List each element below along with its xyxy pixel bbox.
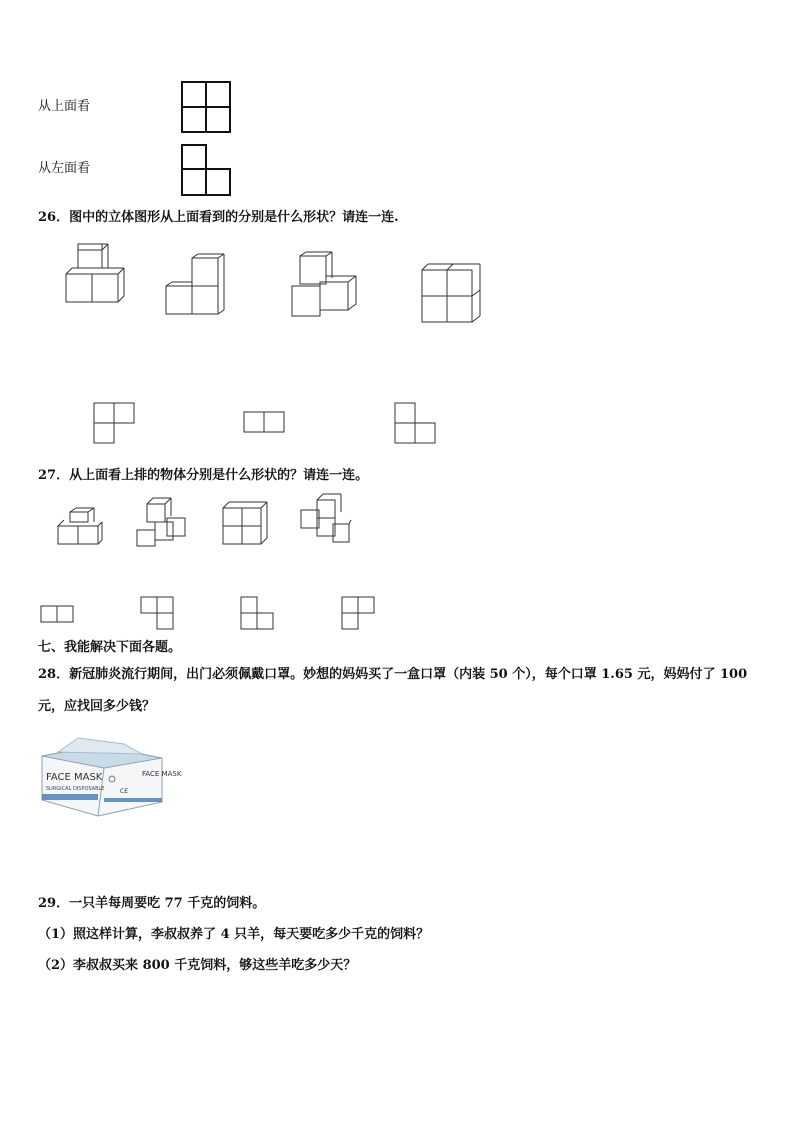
mask-box-ce: CE <box>120 788 128 795</box>
mask-box-side-text: FACE MASK <box>142 770 182 778</box>
q27-view-option-1 <box>39 604 77 626</box>
q29-part2: （2）李叔叔买来 800 千克饲料，够这些羊吃多少天？ <box>38 958 357 973</box>
q27-solid-4 <box>299 494 355 550</box>
q26-solid-3 <box>290 252 362 322</box>
q27-text: 27．从上面看上排的物体分别是什么形状的？请连一连。 <box>38 468 369 483</box>
q26-view-option-3 <box>393 402 439 444</box>
q27-solid-1 <box>56 508 104 548</box>
q26-view-option-2 <box>242 411 288 435</box>
q29-part1: （1）照这样计算，李叔叔养了 4 只羊，每天要吃多少千克的饲料？ <box>38 927 430 942</box>
q26-view-option-1 <box>92 402 138 444</box>
q27-view-option-3 <box>239 595 279 633</box>
q27-solid-3 <box>221 500 269 548</box>
mask-box-front-text: FACE MASK <box>46 772 103 783</box>
mask-box-image <box>38 728 182 818</box>
q28-text-line1: 28．新冠肺炎流行期间，出门必须佩戴口罩。妙想的妈妈买了一盒口罩（内装 50 个），每个口罩 1.65 元，妈妈付了 100 <box>38 667 748 682</box>
q26-solid-2 <box>164 254 230 320</box>
mask-box-subtext: SURGICAL DISPOSABLE <box>46 786 105 792</box>
q26-solid-4 <box>420 262 484 326</box>
section-heading: 七、我能解决下面各题。 <box>38 640 182 655</box>
q29-text: 29．一只羊每周要吃 77 千克的饲料。 <box>38 896 266 911</box>
left-view-figure <box>180 143 232 197</box>
top-view-label: 从上面看 <box>38 99 91 114</box>
q27-view-option-2 <box>139 595 179 633</box>
left-view-label: 从左面看 <box>38 161 91 176</box>
q27-view-option-4 <box>340 595 380 633</box>
q28-text-line2: 元，应找回多少钱？ <box>38 699 156 714</box>
q26-solid-1 <box>62 242 128 316</box>
top-view-figure <box>180 80 232 134</box>
q27-solid-2 <box>135 498 187 550</box>
q26-text: 26．图中的立体图形从上面看到的分别是什么形状？请连一连. <box>38 210 399 225</box>
